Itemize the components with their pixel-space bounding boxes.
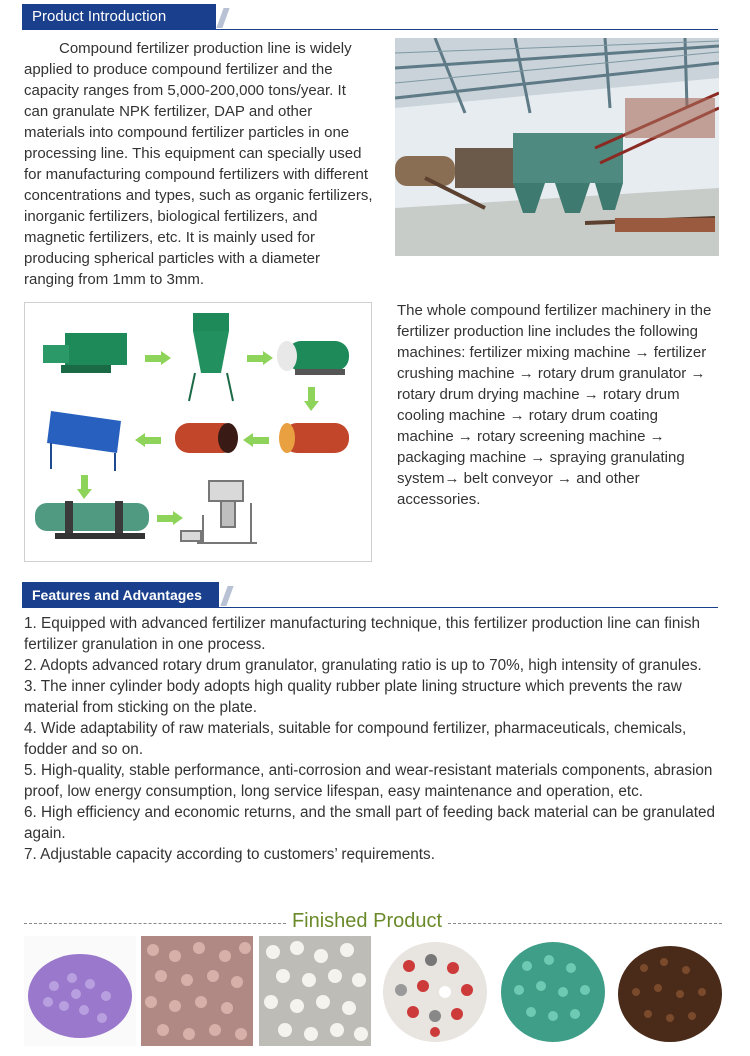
mixing-machine-icon	[43, 333, 127, 373]
granules-mixed	[379, 936, 491, 1046]
header-slant-decoration	[216, 8, 229, 28]
features-list	[24, 613, 724, 865]
section-header-intro	[22, 4, 720, 34]
dashed-rule-right	[448, 923, 722, 924]
granules-white	[259, 936, 371, 1046]
header-rule	[22, 607, 718, 608]
granules-brown	[614, 936, 726, 1046]
arrow-right-icon	[247, 351, 273, 365]
drying-machine-icon	[279, 423, 349, 453]
intro-paragraph: Compound fertilizer production line is widely applied to produce compound fertilizer and the capacity ranges from 5,000-200,000 tons/year. It can granulate NPK fertilizer, DAP and other materials into compound fertilizer particles in one processing line. This equipment can specially used for manufacturing compound fertilizers with different concentrations and types, such as organic fertilizers, inorganic fertilizers, biological fertilizers, and magnetic fertilizers, etc. It is mainly used for producing spherical particles with a diameter ranging from 1mm to 3mm.	[24, 40, 373, 288]
rotary-granulator-icon	[277, 341, 349, 375]
finished-product-title: Finished Product	[291, 910, 443, 932]
arrow-down-icon	[304, 387, 319, 411]
feature-item: 6. High efficiency and economic returns, and the small part of feeding back material can be granulated again.	[24, 804, 716, 842]
arrow-right-icon	[145, 351, 171, 365]
product-photo-pink	[141, 936, 253, 1046]
product-photo-white	[259, 936, 371, 1046]
packaging-machine-icon	[181, 481, 257, 543]
feature-item: 4. Wide adaptability of raw materials, suitable for compound fertilizer, pharmaceuticals, chemicals, fodder and so on.	[24, 720, 687, 758]
arrow-left-icon	[243, 433, 269, 447]
feature-item: 7. Adjustable capacity according to customers’ requirements.	[24, 846, 435, 863]
product-photo-purple	[24, 936, 136, 1046]
dashed-rule-left	[24, 923, 286, 924]
product-photo-brown	[614, 936, 726, 1046]
granules-purple	[24, 936, 136, 1046]
arrow-left-icon	[135, 433, 161, 447]
header-slant-decoration	[220, 586, 233, 606]
feature-item: 3. The inner cylinder body adopts high quality rubber plate lining structure which prevents the raw material from sticking on the plate.	[24, 678, 682, 716]
cooling-machine-icon	[175, 423, 238, 453]
screening-machine-icon	[47, 411, 121, 471]
factory-photo	[395, 38, 719, 256]
arrow-down-icon	[77, 475, 92, 499]
feature-item: 2. Adopts advanced rotary drum granulator, granulating ratio is up to 70%, high intensity of granules.	[24, 657, 702, 674]
header-rule	[22, 29, 718, 30]
flow-illustration	[25, 303, 371, 561]
granules-pink	[141, 936, 253, 1046]
factory-illustration	[395, 38, 719, 256]
coating-machine-icon	[35, 501, 149, 539]
finished-product-divider	[24, 908, 722, 934]
product-photo-mixed	[379, 936, 491, 1046]
arrow-right-icon	[157, 511, 183, 525]
feature-item: 1. Equipped with advanced fertilizer manufacturing technique, this fertilizer production line can finish fertilizer granulation in one process.	[24, 615, 700, 653]
machinery-paragraph: The whole compound fertilizer machinery in the fertilizer production line includes the following machines: fertilizer mixing machine → fertilizer crushing machine → rotary drum granulator → rotary drum drying machine → rotary drum cooling machine → rotary drum coating machine → rotary screening machine → packaging machine → spraying granulating system→ belt conveyor → and other accessories.	[397, 302, 712, 508]
section-title: Features and Advantages	[22, 582, 219, 608]
crushing-machine-icon	[189, 313, 233, 401]
section-header-features	[22, 582, 720, 612]
product-photo-green	[497, 936, 609, 1046]
granules-green	[497, 936, 609, 1046]
section-title: Product Introduction	[22, 4, 216, 30]
process-flow-diagram	[24, 302, 372, 562]
feature-item: 5. High-quality, stable performance, anti-corrosion and wear-resistant materials components, abrasion proof, low energy consumption, long service lifespan, easy maintenance and operation, etc.	[24, 762, 713, 800]
